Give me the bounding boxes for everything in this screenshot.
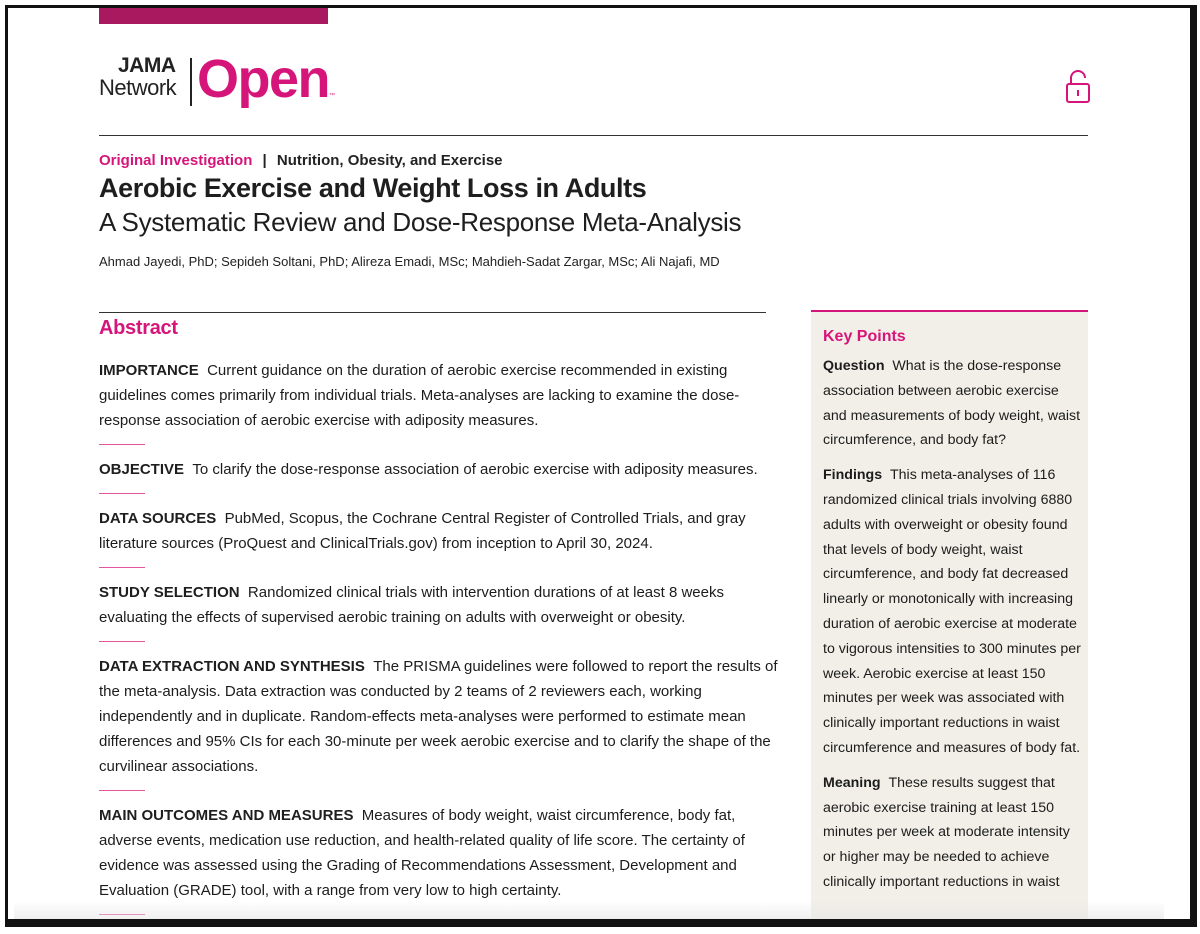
abstract-divider [99,312,766,313]
key-point-label: Meaning [823,774,881,791]
abstract-section-label: DATA SOURCES [99,510,217,527]
abstract-section-text: The PRISMA guidelines were followed to report the results of the meta-analysis. Data extraction was conducted by 2 teams of 2 reviewers each, working independently and in duplicate. Random-effects meta-analyses were performed to estimate mean differences and 95% CIs for each 30-minute per week aerobic exercise and to clarify the shape of the curvilinear associations. [99,658,778,775]
article-title: Aerobic Exercise and Weight Loss in Adults [99,173,647,203]
abstract-section [99,457,779,482]
article-page [14,8,1164,919]
key-points-box [811,310,1088,919]
abstract-section-text: PubMed, Scopus, the Cochrane Central Register of Controlled Trials, and gray literature sources (ProQuest and ClinicalTrials.gov) from inception to April 30, 2024. [99,510,746,552]
key-point-text: This meta-analyses of 116 randomized clinical trials involving 6880 adults with overweight or obesity found that levels of body weight, waist circumference, and body fat decreased linearly or monotonically with increasing duration of aerobic exercise at moderate to vigorous intensities to 300 minutes per week. Aerobic exercise at least 150 minutes per week was associated with clinically important reductions in waist circumference and measures of body fat. [823,467,1081,756]
abstract-section [99,654,779,779]
abstract-separator [99,641,145,642]
key-point-label: Question [823,358,885,374]
key-point-label: Findings [823,467,883,484]
abstract-section-text: Randomized clinical trials with intervention durations of at least 8 weeks evaluating the effects of supervised aerobic training on adults with overweight or obesity. [99,584,724,626]
abstract-section [99,358,779,433]
abstract-section [99,506,779,556]
abstract-separator [99,567,145,568]
logo-network-text: Network [99,75,177,100]
brand-top-bar [99,8,328,24]
abstract-section-text: To clarify the dose-response association of aerobic exercise with adiposity measures. [192,461,758,478]
abstract-section-label: DATA EXTRACTION AND SYNTHESIS [99,658,365,675]
abstract-body [99,358,779,919]
logo-jama-text: JAMA [118,54,176,77]
page-frame [5,5,1197,927]
abstract-separator [99,493,145,494]
logo-open-text: Open [197,49,330,109]
article-category[interactable]: Original Investigation [99,152,253,169]
abstract-section-label: IMPORTANCE [99,362,199,379]
key-points-body [823,354,1083,905]
abstract-heading: Abstract [99,317,178,339]
logo-trademark: ™ [329,93,335,99]
key-point-item [823,463,1083,761]
key-point-text: These results suggest that aerobic exercise training at least 150 minutes per week at moderate intensity or higher may be needed to achieve clinically important reductions in waist [823,774,1070,890]
abstract-section [99,803,779,903]
article-section-label [99,152,503,169]
key-point-text: What is the dose-response association between aerobic exercise and measurements of body weight, waist circumference, and body fat? [823,358,1081,449]
abstract-section-label: MAIN OUTCOMES AND MEASURES [99,807,354,824]
article-authors: Ahmad Jayedi, PhD; Sepideh Soltani, PhD; Alireza Emadi, MSc; Mahdieh-Sadat Zargar, MSc; Ali Najafi, MD [99,254,720,269]
page-bottom-fade [14,901,1164,919]
key-point-item [823,354,1083,453]
article-subcategory[interactable]: Nutrition, Obesity, and Exercise [276,152,503,169]
abstract-section-text: Measures of body weight, waist circumference, body fat, adverse events, medication use reduction, and health-related quality of life score. The certainty of evidence was assessed using the Grading of Recommendations Assessment, Development and Evaluation (GRADE) tool, with a range from very low to high certainty. [99,807,745,899]
key-points-heading: Key Points [823,328,906,345]
abstract-section [99,580,779,630]
abstract-separator [99,790,145,791]
open-access-lock-icon[interactable] [1066,70,1090,104]
abstract-section-label: STUDY SELECTION [99,584,240,601]
abstract-separator [99,444,145,445]
key-point-item [823,771,1083,895]
abstract-section-text: Current guidance on the duration of aerobic exercise recommended in existing guidelines comes primarily from individual trials. Meta-analyses are lacking to examine the dose-response association of aerobic exercise with adiposity measures. [99,362,740,429]
header-divider [99,135,1088,136]
article-subtitle: A Systematic Review and Dose-Response Meta-Analysis [99,207,742,237]
abstract-section-label: OBJECTIVE [99,461,185,478]
logo-divider [190,58,192,106]
category-separator: | [262,152,267,169]
